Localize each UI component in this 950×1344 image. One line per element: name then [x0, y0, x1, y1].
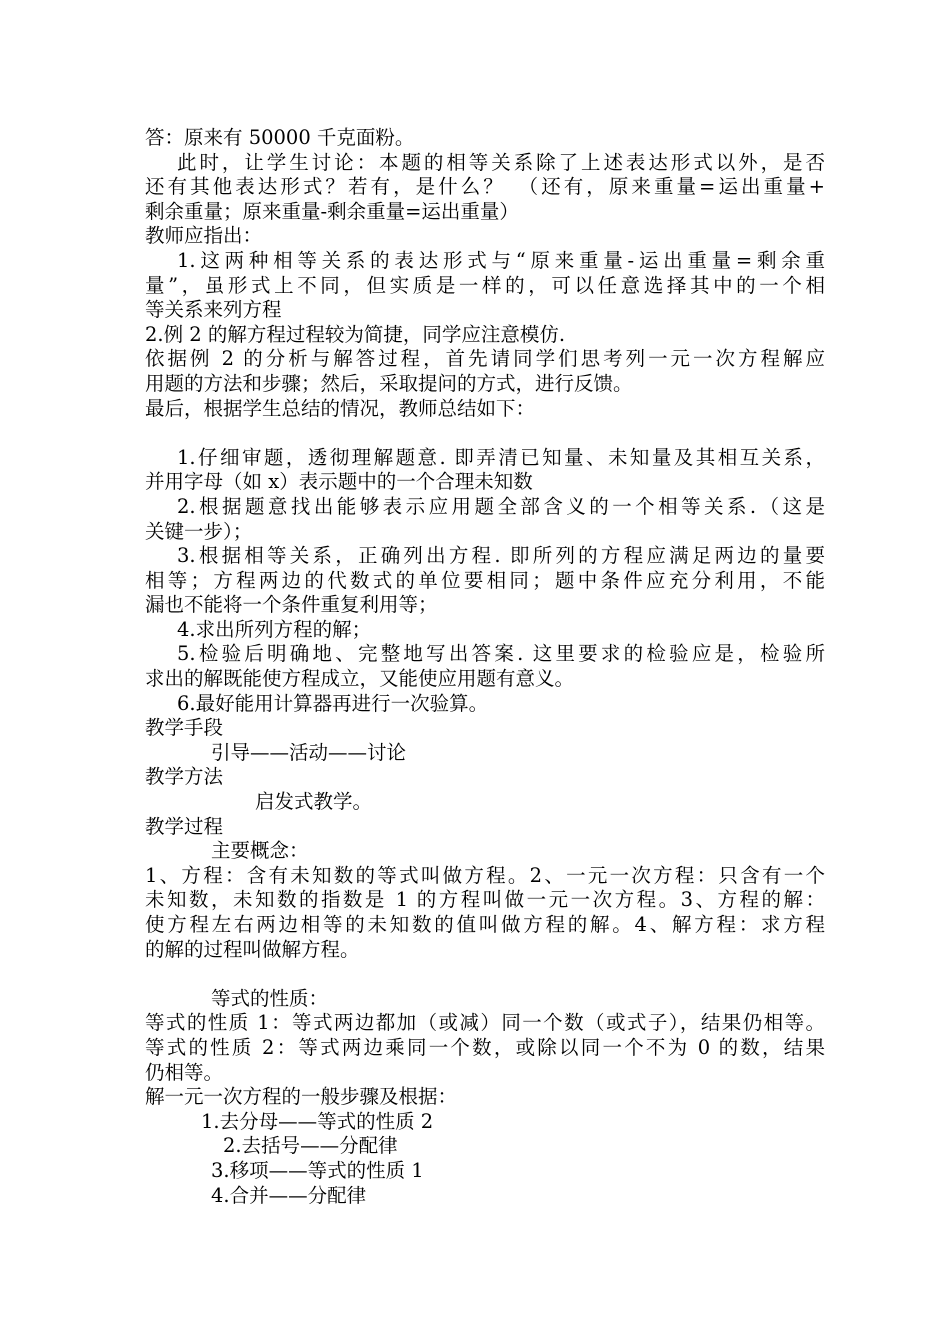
step-line: 相等；方程两边的代数式的单位要相同；题中条件应充分利用，不能: [145, 568, 825, 592]
blank-line: [145, 962, 825, 987]
step-line: 求出的解既能使方程成立，又能使应用题有意义。: [145, 667, 575, 691]
paragraph-line: 2.例 2 的解方程过程较为简捷，同学应注意模仿.: [145, 322, 566, 346]
paragraph-line: 最后，根据学生总结的情况，教师总结如下：: [145, 396, 536, 420]
paragraph-line: 1.这两种相等关系的表达形式与“原来重量-运出重量=剩余重: [177, 248, 825, 272]
step-line: 4.求出所列方程的解；: [177, 617, 372, 641]
paragraph-line: 此时，让学生讨论：本题的相等关系除了上述表达形式以外，是否: [177, 150, 825, 174]
property-line: 等式的性质 1：等式两边都加（或减）同一个数（或式子），结果仍相等。: [145, 1011, 825, 1035]
paragraph-line: 教师应指出：: [145, 224, 263, 248]
solving-step: 2.去括号——分配律: [223, 1134, 398, 1158]
step-line: 2.根据题意找出能够表示应用题全部含义的一个相等关系.（这是: [177, 494, 825, 518]
definition-line: 使方程左右两边相等的未知数的值叫做方程的解。4、解方程：求方程: [145, 913, 825, 936]
section-heading: 教学过程: [145, 814, 224, 838]
paragraph-line: 依据例 2 的分析与解答过程，首先请同学们思考列一元一次方程解应: [145, 347, 825, 371]
solving-step: 3.移项——等式的性质 1: [211, 1158, 424, 1182]
section-content: 引导——活动——讨论: [211, 740, 407, 764]
paragraph-line: 用题的方法和步骤；然后，采取提问的方式，进行反馈。: [145, 371, 633, 395]
property-line: 仍相等。: [145, 1060, 224, 1084]
answer-line: 答：原来有 50000 千克面粉。: [145, 126, 415, 149]
solving-step: 1.去分母——等式的性质 2: [201, 1109, 434, 1133]
section-heading: 教学方法: [145, 765, 224, 789]
step-line: 6.最好能用计算器再进行一次验算。: [177, 691, 489, 715]
subsection-heading: 解一元一次方程的一般步骤及根据：: [145, 1085, 458, 1109]
paragraph-line: 剩余重量；原来重量-剩余重量=运出重量）: [145, 199, 519, 223]
section-content: 启发式教学。: [255, 790, 373, 814]
step-line: 关键一步）；: [145, 519, 253, 543]
property-line: 等式的性质 2：等式两边乘同一个数，或除以同一个不为 0 的数，结果: [145, 1035, 825, 1059]
step-line: 漏也不能将一个条件重复利用等；: [145, 593, 438, 617]
step-line: 并用字母（如 x）表示题中的一个合理未知数: [145, 470, 533, 494]
subsection-heading: 主要概念：: [211, 839, 309, 863]
solving-step: 4.合并——分配律: [211, 1183, 367, 1207]
section-heading: 教学手段: [145, 716, 224, 740]
definition-line: 的解的过程叫做解方程。: [145, 937, 360, 961]
step-line: 5.检验后明确地、完整地写出答案. 这里要求的检验应是，检验所: [177, 642, 825, 666]
definition-line: 1、方程：含有未知数的等式叫做方程。2、一元一次方程：只含有一个: [145, 863, 825, 887]
paragraph-line: 还有其他表达形式？若有，是什么？ （还有，原来重量=运出重量+: [145, 175, 825, 199]
step-line: 3.根据相等关系，正确列出方程. 即所列的方程应满足两边的量要: [177, 544, 825, 568]
paragraph-line: 量”，虽形式上不同，但实质是一样的，可以任意选择其中的一个相: [145, 273, 825, 297]
step-line: 1.仔细审题，透彻理解题意. 即弄清已知量、未知量及其相互关系，: [177, 445, 825, 469]
blank-line: [145, 421, 825, 446]
definition-line: 未知数，未知数的指数是 1 的方程叫做一元一次方程。3、方程的解：: [145, 888, 825, 912]
document-page: [145, 126, 825, 1208]
paragraph-line: 等关系来列方程: [145, 298, 282, 322]
subsection-heading: 等式的性质：: [211, 986, 329, 1010]
